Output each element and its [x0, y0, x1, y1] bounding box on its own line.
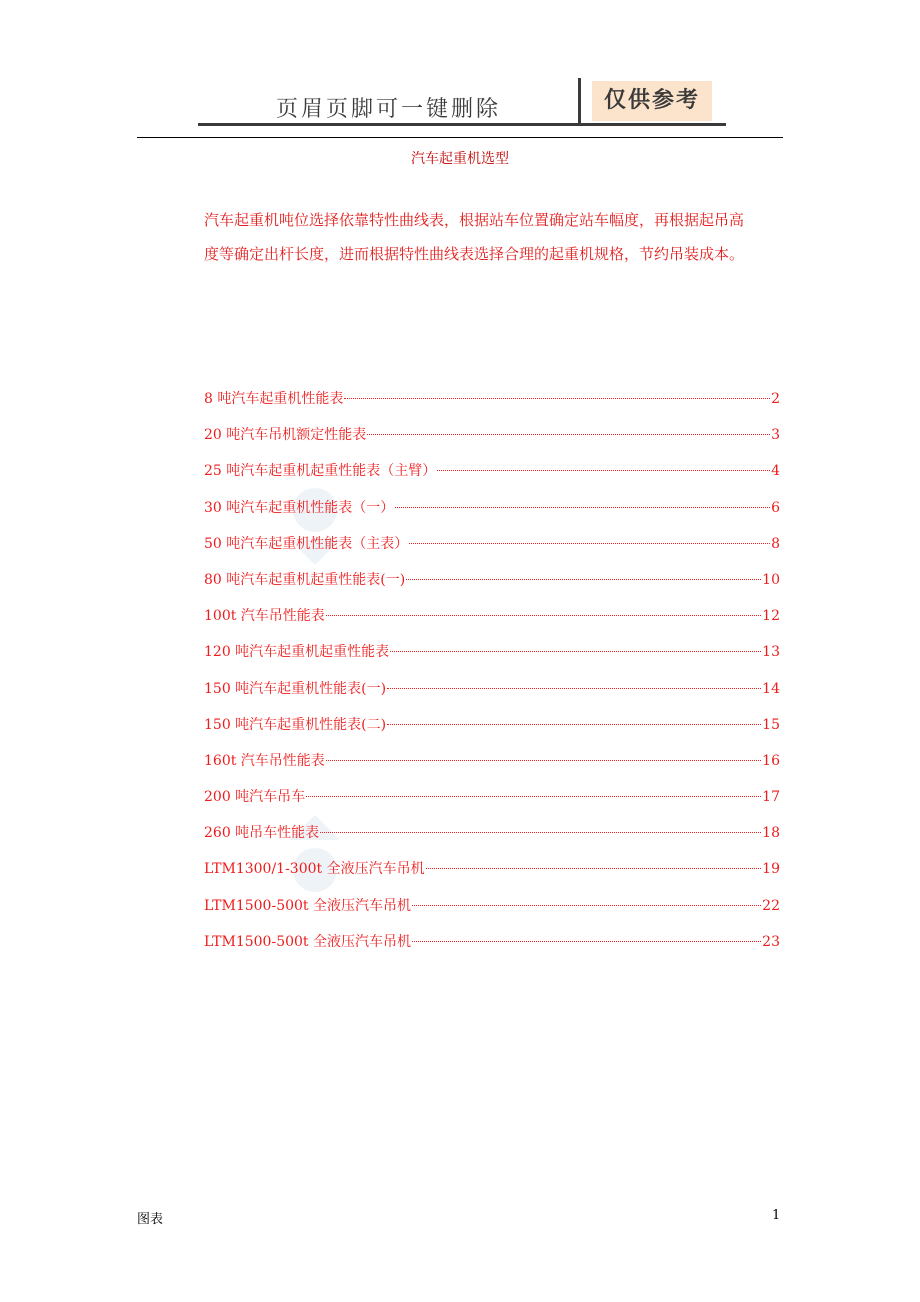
toc-item-title: 260 吨吊车性能表 [204, 825, 320, 842]
toc-leader [387, 688, 761, 689]
toc-item-title: 160t 汽车吊性能表 [204, 752, 325, 769]
toc-item-page: 17 [762, 789, 780, 806]
toc-item[interactable] [204, 422, 780, 458]
toc-leader [426, 868, 762, 869]
toc-leader [387, 724, 761, 725]
toc-leader [412, 905, 761, 906]
toc-leader [367, 434, 770, 435]
toc-leader [390, 651, 761, 652]
toc-leader [412, 941, 761, 942]
toc-leader [326, 615, 761, 616]
toc-item[interactable] [204, 676, 780, 712]
toc-item-title: LTM1500-500t 全液压汽车吊机 [204, 933, 411, 950]
toc-item-page: 2 [771, 391, 780, 407]
toc-item[interactable] [204, 748, 780, 784]
footer-page-number: 1 [772, 1208, 781, 1223]
intro-paragraph [204, 203, 788, 271]
toc-leader [326, 760, 761, 761]
header-badge: 仅供参考 [592, 81, 712, 121]
toc-item-title: 200 吨汽车吊车 [204, 789, 306, 806]
toc-item[interactable] [204, 531, 780, 567]
document-title: 汽车起重机选型 [411, 151, 509, 167]
toc-leader [395, 507, 770, 508]
header-banner-text: 页眉页脚可一键删除 [276, 97, 502, 122]
toc-leader [409, 543, 770, 544]
toc-item-page: 23 [762, 933, 780, 950]
toc-item[interactable] [204, 458, 780, 494]
toc-item-page: 3 [771, 427, 780, 444]
toc-item-page: 16 [762, 752, 780, 769]
toc-leader [306, 796, 761, 797]
header-divider [578, 78, 581, 126]
toc-item[interactable] [204, 929, 780, 965]
toc-item-page: 10 [762, 571, 780, 588]
toc-item-page: 15 [762, 716, 780, 733]
toc-item-title: 150 吨汽车起重机性能表(二) [204, 716, 387, 733]
toc-item-page: 4 [771, 463, 780, 480]
toc-item[interactable] [204, 712, 780, 748]
toc-item-page: 12 [762, 608, 780, 625]
toc-item-page: 6 [771, 499, 780, 516]
intro-line: 度等确定出杆长度，进而根据特性曲线表选择合理的起重机规格，节约吊装成本。 [204, 245, 745, 263]
footer-label: 图表 [137, 1212, 164, 1227]
toc-item[interactable] [204, 893, 780, 929]
toc-item-title: 30 吨汽车起重机性能表（一） [204, 499, 395, 516]
toc-item-title: 8 吨汽车起重机性能表 [204, 391, 344, 407]
toc-item-page: 19 [762, 861, 780, 878]
intro-line: 汽车起重机吨位选择依靠特性曲线表，根据站车位置确定站车幅度，再根据起吊高 [204, 211, 745, 229]
toc-item[interactable] [204, 603, 780, 639]
toc-item-title: 150 吨汽车起重机性能表(一) [204, 680, 387, 697]
header-underline [198, 123, 726, 126]
toc-leader [437, 470, 770, 471]
toc-item[interactable] [204, 784, 780, 820]
toc-item-title: LTM1300/1-300t 全液压汽车吊机 [204, 861, 425, 878]
toc-leader [320, 832, 761, 833]
toc-item-page: 13 [762, 644, 780, 661]
toc-item-page: 14 [762, 680, 780, 697]
toc-item-title: 50 吨汽车起重机性能表（主表） [204, 535, 409, 552]
toc-item[interactable] [204, 856, 780, 892]
toc-item-title: 25 吨汽车起重机起重性能表（主臂） [204, 463, 437, 480]
toc-item-page: 22 [762, 897, 780, 914]
toc-item-title: 20 吨汽车吊机额定性能表 [204, 427, 367, 444]
toc-item-title: 100t 汽车吊性能表 [204, 608, 325, 625]
toc-item[interactable] [204, 567, 780, 603]
toc-item[interactable] [204, 386, 780, 422]
toc-item[interactable] [204, 639, 780, 675]
header-banner [198, 78, 726, 128]
toc-item[interactable] [204, 495, 780, 531]
toc-item-page: 8 [771, 535, 780, 552]
toc-item-page: 18 [762, 825, 780, 842]
toc-leader [406, 579, 761, 580]
toc-item-title: 80 吨汽车起重机起重性能表(一) [204, 571, 406, 588]
header-rule [137, 137, 783, 138]
toc-item-title: 120 吨汽车起重机起重性能表 [204, 644, 390, 661]
table-of-contents [204, 386, 780, 965]
toc-item[interactable] [204, 820, 780, 856]
toc-leader [344, 398, 770, 399]
toc-item-title: LTM1500-500t 全液压汽车吊机 [204, 897, 411, 914]
